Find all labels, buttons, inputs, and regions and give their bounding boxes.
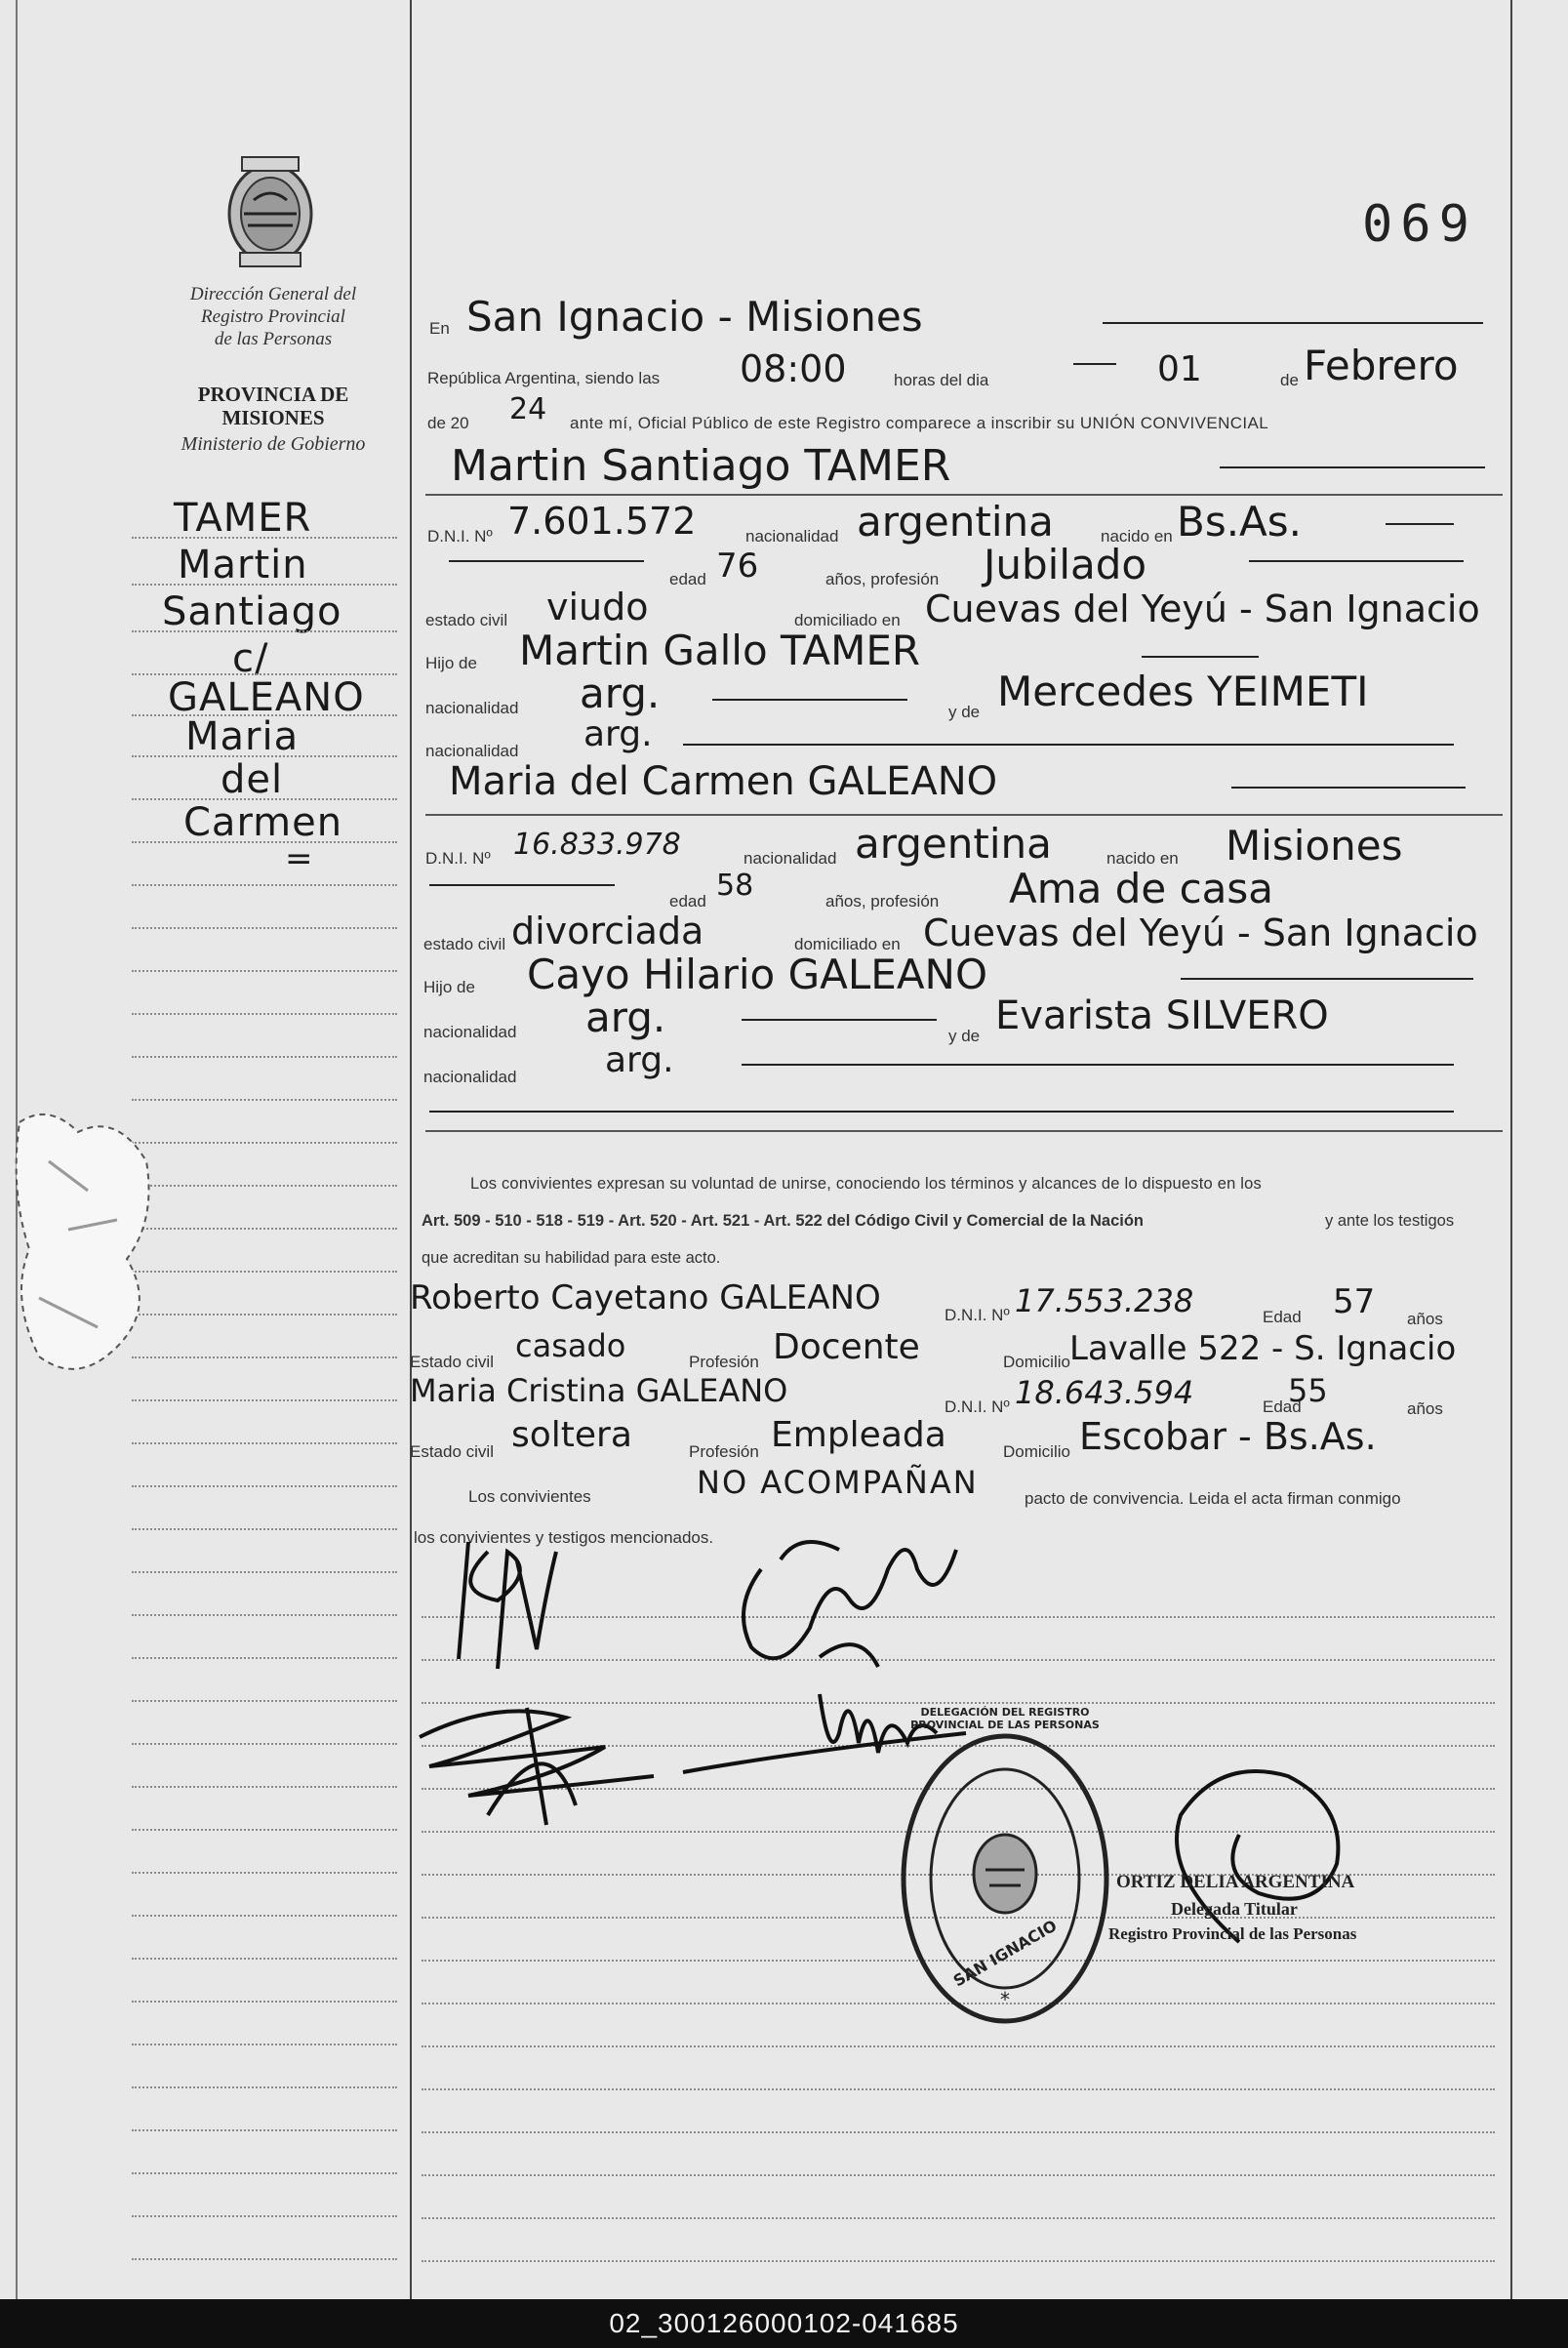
- signature-conviviente-2: [722, 1511, 976, 1686]
- person1-profession: Jubilado: [984, 541, 1147, 588]
- act-number: 069: [1362, 195, 1477, 254]
- witness1-civil-status: casado: [515, 1327, 626, 1364]
- person2-dni: 16.833.978: [513, 828, 681, 862]
- label-pacto: pacto de convivencia. Leida el acta firman conmigo: [1025, 1489, 1401, 1508]
- label-edad: edad: [669, 892, 706, 911]
- fill-line: [742, 1019, 937, 1021]
- fill-line: [1073, 363, 1116, 365]
- margin-name: =: [285, 839, 314, 878]
- body-rule: [422, 2045, 1495, 2047]
- body-rule: [422, 2217, 1495, 2219]
- label-profesion: Profesión: [689, 1442, 759, 1461]
- margin-rule: [132, 1872, 397, 1874]
- coat-of-arms-emblem: [219, 151, 322, 272]
- margin-rule: [132, 970, 397, 972]
- margin-rule: [132, 1571, 397, 1573]
- label-estado-civil: estado civil: [423, 935, 506, 953]
- margin-rule: [132, 537, 397, 539]
- witness1-profession: Docente: [773, 1327, 920, 1367]
- year-value: 24: [509, 392, 547, 426]
- institution-line: de las Personas: [214, 329, 333, 349]
- province-name: [146, 383, 400, 429]
- margin-name: Maria: [185, 714, 300, 759]
- person2-address: Cuevas del Yeyú - San Ignacio: [923, 911, 1478, 954]
- label-y-de: y de: [948, 703, 981, 721]
- label-estado-civil: estado civil: [425, 611, 508, 629]
- fill-line: [1386, 523, 1454, 525]
- margin-name: TAMER: [174, 496, 312, 541]
- label-nacido-en: nacido en: [1101, 527, 1173, 546]
- margin-rule: [132, 841, 397, 843]
- signature-officer: [1122, 1757, 1376, 1952]
- fill-line: [429, 884, 615, 886]
- person2-civil-status: divorciada: [511, 910, 704, 952]
- person1-mother: Mercedes YEIMETI: [997, 668, 1369, 715]
- person2-mother: Evarista SILVERO: [995, 993, 1329, 1038]
- margin-name: del: [221, 757, 284, 802]
- body-rule: [422, 2260, 1495, 2262]
- official-seal-stamp: [896, 1727, 1114, 2030]
- witness2-civil-status: soltera: [511, 1415, 632, 1455]
- margin-rule: [132, 1271, 397, 1273]
- margin-name: Martin: [178, 543, 308, 587]
- label-nacionalidad: nacionalidad: [425, 699, 519, 717]
- person2-birthplace: Misiones: [1226, 822, 1403, 870]
- margin-rule: [132, 1399, 397, 1401]
- margin-name: Carmen: [183, 800, 343, 845]
- label-nacionalidad: nacionalidad: [745, 527, 839, 546]
- svg-text:*: *: [1000, 1988, 1010, 2011]
- fill-line: [429, 1111, 1454, 1113]
- margin-rule: [132, 2044, 397, 2045]
- label-dni: D.N.I. Nº: [945, 1397, 1010, 1416]
- margin-rule: [132, 1142, 397, 1144]
- person1-birthplace: Bs.As.: [1177, 498, 1303, 546]
- margin-rule: [132, 1958, 397, 1960]
- margin-rule: [132, 1743, 397, 1745]
- label-estado-civil: Estado civil: [410, 1442, 494, 1461]
- margin-rule: [132, 1099, 397, 1101]
- witness1-dni: 17.553.238: [1015, 1282, 1194, 1319]
- margin-rule: [132, 755, 397, 757]
- person2-age: 58: [716, 869, 754, 903]
- label-firman: los convivientes y testigos mencionados.: [414, 1528, 714, 1547]
- witness2-name: Maria Cristina GALEANO: [410, 1372, 788, 1409]
- witness2-address: Escobar - Bs.As.: [1079, 1415, 1377, 1458]
- label-nacionalidad: nacionalidad: [425, 742, 519, 760]
- fill-line: [742, 1064, 1454, 1066]
- label-hijo-de: Hijo de: [423, 978, 475, 996]
- label-domicilio: Domicilio: [1003, 1353, 1070, 1371]
- label-hijo-de: Hijo de: [425, 654, 477, 672]
- person1-civil-status: viudo: [546, 586, 649, 628]
- label-ante-mi: ante mí, Oficial Público de este Registro comparece a inscribir su UNIÓN CONVIVENCIAL: [570, 414, 1269, 432]
- declaration-line: Los convivientes expresan su voluntad de unirse, conociendo los términos y alcances de lo dispuesto en los: [470, 1175, 1262, 1193]
- seal-center-text: SAN IGNACIO: [949, 1916, 1061, 1991]
- fill-line: [1103, 322, 1483, 324]
- margin-rule: [132, 1657, 397, 1659]
- margin-rule: [132, 2086, 397, 2088]
- margin-rule: [132, 1056, 397, 1058]
- margin-rule: [132, 1185, 397, 1187]
- institution-name: [146, 283, 400, 350]
- label-domiciliado-en: domiciliado en: [794, 935, 901, 953]
- signature-conviviente-1: [429, 1532, 576, 1679]
- margin-rule: [132, 1228, 397, 1230]
- fill-line: [449, 560, 644, 562]
- margin-rule: [132, 630, 397, 632]
- person2-profession: Ama de casa: [1009, 865, 1274, 912]
- signature-witness-1: [410, 1679, 683, 1835]
- margin-rule: [132, 1442, 397, 1444]
- label-nacionalidad: nacionalidad: [744, 849, 837, 868]
- person1-address: Cuevas del Yeyú - San Ignacio: [925, 587, 1480, 630]
- body-rule: [422, 2088, 1495, 2090]
- margin-rule: [132, 584, 397, 586]
- margin-rule: [132, 1915, 397, 1917]
- fill-line: [1249, 560, 1464, 562]
- person1-nationality: argentina: [857, 498, 1054, 546]
- witness2-dni: 18.643.594: [1015, 1374, 1194, 1411]
- officer-title: Delegada Titular: [1171, 1899, 1298, 1919]
- section-rule: [425, 814, 1503, 816]
- witness2-age: 55: [1288, 1372, 1328, 1409]
- institution-line: Dirección General del: [189, 284, 357, 304]
- margin-rule: [132, 927, 397, 929]
- pact-value: NO ACOMPAÑAN: [697, 1464, 979, 1501]
- label-edad: edad: [669, 570, 706, 588]
- margin-rule: [132, 2172, 397, 2174]
- margin-rule: [132, 1013, 397, 1015]
- margin-name: c/: [232, 636, 269, 681]
- label-anos-profesion: años, profesión: [825, 570, 940, 588]
- label-nacionalidad: nacionalidad: [423, 1023, 517, 1041]
- label-dni: D.N.I. Nº: [425, 849, 491, 868]
- person1-full-name: Martin Santiago TAMER: [451, 441, 951, 491]
- day-value: 01: [1157, 349, 1202, 389]
- label-republica: República Argentina, siendo las: [427, 369, 661, 387]
- label-y-de: y de: [948, 1027, 981, 1045]
- margin-rule: [132, 798, 397, 800]
- label-domiciliado-en: domiciliado en: [794, 611, 901, 629]
- margin-rule: [132, 1829, 397, 1831]
- margin-rule: [132, 1356, 397, 1358]
- ministry-name: Ministerio de Gobierno: [181, 433, 366, 455]
- institution-line: Registro Provincial: [201, 306, 345, 327]
- label-profesion: Profesión: [689, 1353, 759, 1371]
- label-dni: D.N.I. Nº: [945, 1306, 1010, 1324]
- label-estado-civil: Estado civil: [410, 1353, 494, 1371]
- margin-rule: [132, 884, 397, 886]
- label-anos-profesion: años, profesión: [825, 892, 940, 911]
- person1-mother-nationality: arg.: [583, 714, 653, 754]
- label-edad: Edad: [1263, 1308, 1302, 1326]
- declaration-articles: Art. 509 - 510 - 518 - 519 - Art. 520 - Art. 521 - Art. 522 del Código Civil y Comercial de la Nación: [422, 1212, 1145, 1230]
- witness1-name: Roberto Cayetano GALEANO: [410, 1278, 881, 1317]
- label-anos: años: [1407, 1399, 1443, 1418]
- fill-line: [712, 699, 907, 701]
- officer-office: Registro Provincial de las Personas: [1108, 1924, 1357, 1943]
- person1-age: 76: [716, 547, 759, 586]
- label-nacionalidad: nacionalidad: [423, 1068, 517, 1086]
- province-line: PROVINCIA DE: [197, 383, 349, 406]
- label-de-mes: de: [1280, 371, 1299, 389]
- fill-line: [1220, 466, 1485, 468]
- paper-damage-mark: [10, 1103, 166, 1396]
- body-rule: [422, 2174, 1495, 2176]
- fill-line: [1181, 978, 1473, 980]
- time-value: 08:00: [740, 347, 847, 390]
- margin-rule: [132, 2129, 397, 2131]
- label-nacido-en: nacido en: [1106, 849, 1179, 868]
- right-border: [1510, 0, 1512, 2299]
- column-divider: [410, 0, 412, 2299]
- fill-line: [1142, 656, 1259, 658]
- person1-father: Martin Gallo TAMER: [519, 627, 921, 674]
- body-rule: [422, 2131, 1495, 2133]
- person2-father: Cayo Hilario GALEANO: [527, 951, 988, 998]
- person1-father-nationality: arg.: [580, 669, 661, 717]
- margin-rule: [132, 2215, 397, 2217]
- officer-name: ORTIZ DELIA ARGENTINA: [1116, 1872, 1355, 1892]
- declaration-line: que acreditan su habilidad para este acto.: [422, 1249, 721, 1267]
- margin-rule: [132, 1485, 397, 1487]
- province-line: MISIONES: [221, 406, 325, 429]
- person2-full-name: Maria del Carmen GALEANO: [449, 759, 998, 804]
- margin-rule: [132, 1528, 397, 1530]
- declaration-line: y ante los testigos: [1325, 1212, 1455, 1230]
- margin-rule: [132, 1786, 397, 1788]
- label-edad: Edad: [1263, 1397, 1302, 1416]
- margin-name: Santiago: [162, 589, 342, 634]
- label-dni: D.N.I. Nº: [427, 527, 493, 546]
- label-horas-del-dia: horas del dia: [894, 371, 989, 389]
- person1-dni: 7.601.572: [507, 500, 697, 543]
- margin-rule: [132, 1314, 397, 1316]
- label-en: En: [429, 319, 450, 338]
- label-de-20: de 20: [427, 414, 469, 432]
- seal-ring-text: DELEGACIÓN DEL REGISTRO PROVINCIAL DE LAS PERSONAS: [910, 1706, 1100, 1731]
- margin-rule: [132, 714, 397, 716]
- label-los-convivientes: Los convivientes: [468, 1487, 591, 1506]
- witness1-age: 57: [1333, 1282, 1376, 1321]
- section-rule: [425, 494, 1503, 496]
- margin-rule: [132, 1700, 397, 1702]
- person2-mother-nationality: arg.: [605, 1040, 674, 1080]
- person2-nationality: argentina: [855, 820, 1052, 868]
- margin-rule: [132, 673, 397, 675]
- fill-line: [683, 744, 1454, 746]
- witness2-profession: Empleada: [771, 1415, 946, 1455]
- place-value: San Ignacio - Misiones: [466, 293, 923, 341]
- document-id-footer: 02_300126000102-041685: [0, 2299, 1568, 2348]
- person2-father-nationality: arg.: [585, 993, 666, 1041]
- margin-rule: [132, 2258, 397, 2260]
- label-anos: años: [1407, 1310, 1443, 1328]
- margin-name: GALEANO: [168, 675, 365, 720]
- margin-rule: [132, 2001, 397, 2003]
- margin-rule: [132, 1614, 397, 1616]
- fill-line: [1231, 787, 1466, 789]
- witness1-address: Lavalle 522 - S. Ignacio: [1069, 1329, 1457, 1368]
- section-rule: [425, 1130, 1503, 1132]
- month-value: Febrero: [1304, 342, 1459, 389]
- label-domicilio: Domicilio: [1003, 1442, 1070, 1461]
